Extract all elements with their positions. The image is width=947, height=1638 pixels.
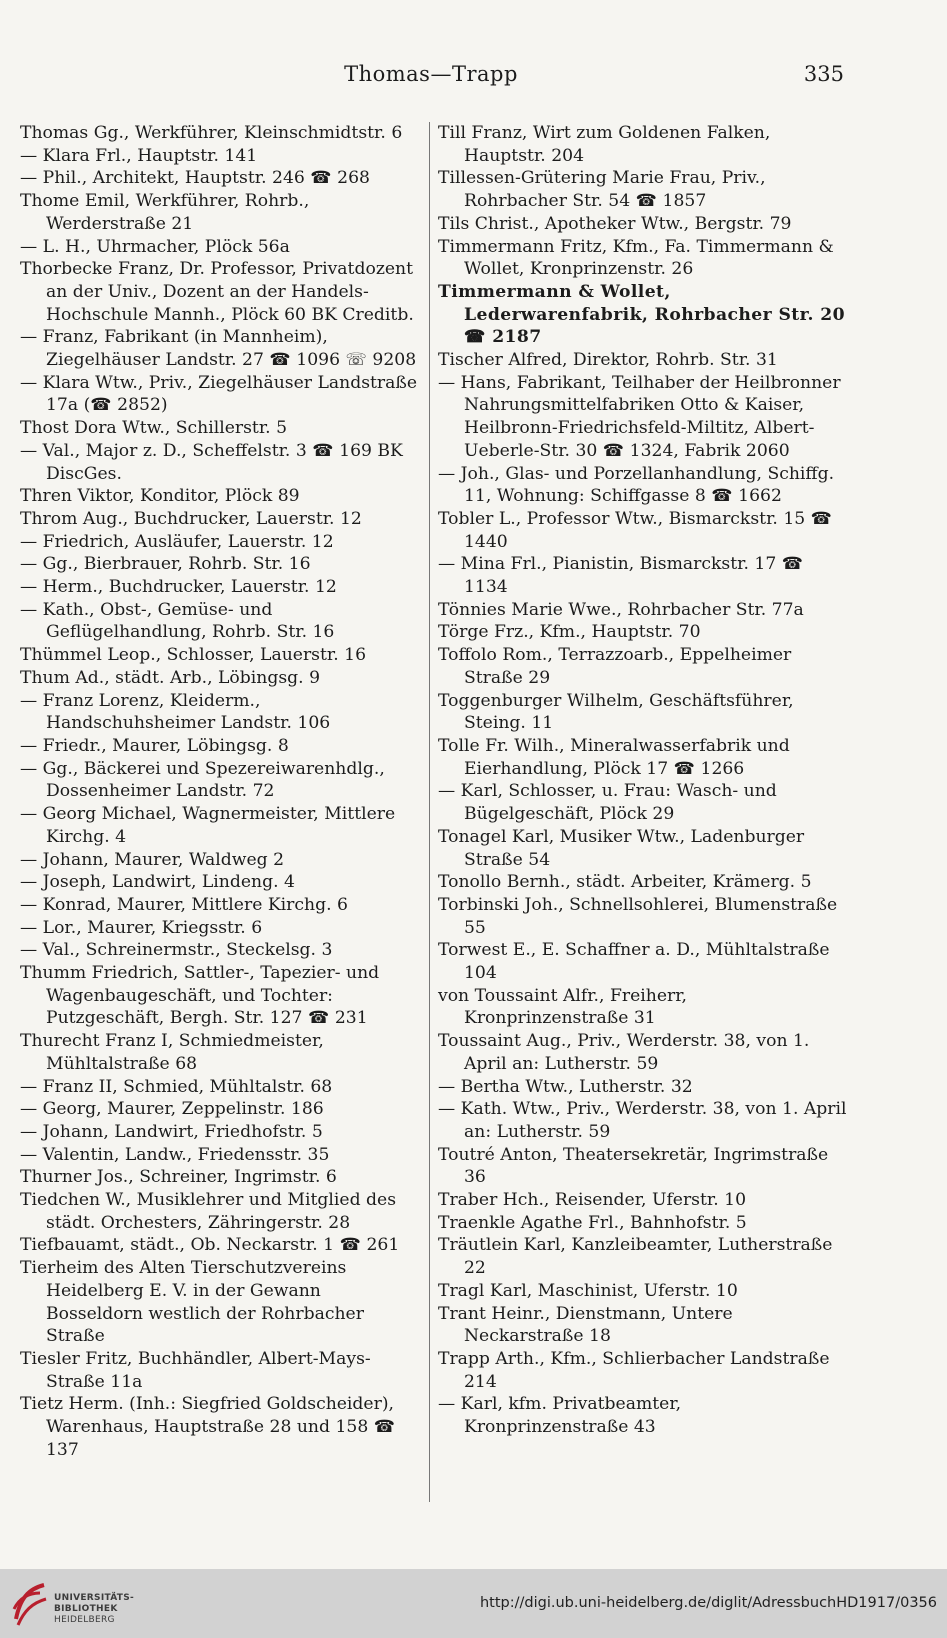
- library-footer-bar: [0, 1569, 947, 1638]
- page-number: 335: [803, 62, 844, 86]
- directory-entry: Tischer Alfred, Direktor, Rohrb. Str. 31: [438, 350, 778, 371]
- directory-entry: Thren Viktor, Konditor, Plöck 89: [20, 486, 300, 507]
- directory-entry: Tiefbauamt, städt., Ob. Neckarstr. 1 ☎ 261: [20, 1235, 400, 1256]
- logo-line: BIBLIOTHEK: [54, 1604, 118, 1614]
- university-library-logo: [10, 1579, 135, 1629]
- directory-entry: Thome Emil, Werkführer, Rohrb., Werderstraße 21: [20, 191, 310, 234]
- directory-entry: — Bertha Wtw., Lutherstr. 32: [438, 1076, 693, 1097]
- directory-entry: Trapp Arth., Kfm., Schlierbacher Landstraße 214: [438, 1348, 830, 1392]
- directory-entry: — Herm., Buchdrucker, Lauerstr. 12: [20, 577, 337, 598]
- directory-entry: — Johann, Maurer, Waldweg 2: [20, 849, 285, 870]
- directory-entry: Thurner Jos., Schreiner, Ingrimstr. 6: [20, 1167, 337, 1188]
- directory-entry: von Toussaint Alfr., Freiherr, Kronprinzenstraße 31: [438, 985, 688, 1029]
- directory-entry: Tillessen-Grütering Marie Frau, Priv., Rohrbacher Str. 54 ☎ 1857: [438, 168, 766, 212]
- directory-entry: Tils Christ., Apotheker Wtw., Bergstr. 79: [438, 213, 792, 234]
- directory-entry: — Gg., Bierbrauer, Rohrb. Str. 16: [20, 554, 311, 575]
- directory-entry: — Kath. Wtw., Priv., Werderstr. 38, von 1. April an: Lutherstr. 59: [438, 1099, 847, 1142]
- directory-entry: Toussaint Aug., Priv., Werderstr. 38, von 1. April an: Lutherstr. 59: [438, 1031, 810, 1074]
- directory-entry: Torbinski Joh., Schnellsohlerei, Blumenstraße 55: [438, 894, 838, 938]
- column-divider: [429, 122, 430, 1502]
- directory-entry: — Georg, Maurer, Zeppelinstr. 186: [20, 1099, 324, 1120]
- directory-entry: Tragl Karl, Maschinist, Uferstr. 10: [438, 1280, 738, 1301]
- directory-entry: — Hans, Fabrikant, Teilhaber der Heilbronner Nahrungsmittelfabriken Otto & Kaiser, Heilbronn-Friedrichsfeld-Miltitz, Albert-Ueberle-Str. 30 ☎ 1324, Fabrik 2060: [438, 372, 841, 461]
- directory-entry: Torwest E., E. Schaffner a. D., Mühltalstraße 104: [438, 940, 830, 984]
- directory-entry: — Klara Frl., Hauptstr. 141: [20, 145, 258, 166]
- directory-entry: Till Franz, Wirt zum Goldenen Falken, Hauptstr. 204: [438, 123, 771, 166]
- directory-entry: Tolle Fr. Wilh., Mineralwasserfabrik und Eierhandlung, Plöck 17 ☎ 1266: [438, 735, 790, 779]
- directory-entry: Tierheim des Alten Tierschutzvereins Heidelberg E. V. in der Gewann Bosseldorn westlich der Rohrbacher Straße: [20, 1258, 364, 1347]
- directory-entry: Tietz Herm. (Inh.: Siegfried Goldscheider), Warenhaus, Hauptstraße 28 und 158 ☎ 137: [20, 1394, 396, 1460]
- directory-entry: Thum Ad., städt. Arb., Löbingsg. 9: [20, 667, 321, 688]
- directory-entry: — Mina Frl., Pianistin, Bismarckstr. 17 ☎ 1134: [438, 554, 804, 598]
- directory-entry: — L. H., Uhrmacher, Plöck 56a: [20, 236, 290, 257]
- directory-entry: Traenkle Agathe Frl., Bahnhofstr. 5: [438, 1212, 747, 1233]
- logo-line: UNIVERSITÄTS-: [54, 1593, 135, 1603]
- directory-entry: Tiesler Fritz, Buchhändler, Albert-Mays-Straße 11a: [20, 1348, 371, 1392]
- directory-entry: — Karl, Schlosser, u. Frau: Wasch- und Bügelgeschäft, Plöck 29: [438, 781, 777, 825]
- directory-entry: — Val., Major z. D., Scheffelstr. 3 ☎ 169 BK DiscGes.: [20, 440, 403, 484]
- directory-entry: Thurecht Franz I, Schmiedmeister, Mühltalstraße 68: [20, 1031, 324, 1074]
- directory-entry: Träutlein Karl, Kanzleibeamter, Lutherstraße 22: [438, 1235, 833, 1279]
- directory-entry: Tonagel Karl, Musiker Wtw., Ladenburger Straße 54: [438, 826, 805, 870]
- directory-entry: — Karl, kfm. Privatbeamter, Kronprinzenstraße 43: [438, 1394, 682, 1438]
- directory-entry: — Joh., Glas- und Porzellanhandlung, Schiffg. 11, Wohnung: Schiffgasse 8 ☎ 1662: [438, 463, 835, 507]
- directory-entry: Tonollo Bernh., städt. Arbeiter, Krämerg. 5: [438, 872, 812, 893]
- directory-entry: — Johann, Landwirt, Friedhofstr. 5: [20, 1121, 323, 1142]
- directory-entry: Trant Heinr., Dienstmann, Untere Neckarstraße 18: [438, 1303, 733, 1347]
- directory-entry: Throm Aug., Buchdrucker, Lauerstr. 12: [20, 508, 362, 529]
- logo-line: HEIDELBERG: [54, 1615, 115, 1625]
- directory-entry: Thomas Gg., Werkführer, Kleinschmidtstr. 6: [20, 123, 403, 143]
- directory-entry: Toffolo Rom., Terrazzoarb., Eppelheimer Straße 29: [438, 645, 792, 688]
- directory-entry: — Franz Lorenz, Kleiderm., Handschuhsheimer Landstr. 106: [20, 690, 331, 734]
- directory-entry: — Konrad, Maurer, Mittlere Kirchg. 6: [20, 894, 348, 915]
- directory-entry: — Franz, Fabrikant (in Mannheim), Ziegelhäuser Landstr. 27 ☎ 1096 ☏ 9208: [20, 327, 417, 371]
- directory-entry: Toggenburger Wilhelm, Geschäftsführer, Steing. 11: [438, 690, 794, 734]
- directory-entry: Toutré Anton, Theatersekretär, Ingrimstraße 36: [438, 1144, 829, 1188]
- directory-entry: — Kath., Obst-, Gemüse- und Geflügelhandlung, Rohrb. Str. 16: [20, 599, 335, 643]
- directory-entry: — Georg Michael, Wagnermeister, Mittlere Kirchg. 4: [20, 804, 396, 847]
- directory-entry: — Lor., Maurer, Kriegsstr. 6: [20, 917, 263, 938]
- directory-entry: Thost Dora Wtw., Schillerstr. 5: [20, 418, 288, 439]
- directory-entry: — Joseph, Landwirt, Lindeng. 4: [20, 872, 295, 893]
- directory-entry: — Val., Schreinermstr., Steckelsg. 3: [20, 940, 333, 961]
- directory-entry: Thumm Friedrich, Sattler-, Tapezier- und Wagenbaugeschäft, und Tochter: Putzgeschäft, Bergh. Str. 127 ☎ 231: [20, 963, 380, 1029]
- directory-entry: — Friedr., Maurer, Löbingsg. 8: [20, 735, 289, 756]
- source-url[interactable]: http://digi.ub.uni-heidelberg.de/diglit/AdressbuchHD1917/0356: [479, 1595, 937, 1611]
- directory-entry: — Friedrich, Ausläufer, Lauerstr. 12: [20, 531, 334, 552]
- directory-entry: Törge Frz., Kfm., Hauptstr. 70: [438, 622, 701, 643]
- directory-entry: Timmermann Fritz, Kfm., Fa. Timmermann & Wollet, Kronprinzenstr. 26: [438, 236, 834, 280]
- directory-entry: Tiedchen W., Musiklehrer und Mitglied des städt. Orchesters, Zähringerstr. 28: [20, 1190, 397, 1233]
- directory-entry: Traber Hch., Reisender, Uferstr. 10: [438, 1190, 747, 1211]
- left-column: [20, 122, 420, 1461]
- directory-entry: — Klara Wtw., Priv., Ziegelhäuser Landstraße 17a (☎ 2852): [20, 372, 418, 416]
- running-title: Thomas—Trapp: [344, 62, 518, 86]
- directory-entry: Thümmel Leop., Schlosser, Lauerstr. 16: [20, 645, 367, 666]
- right-column: [438, 122, 848, 1439]
- directory-entry: Tobler L., Professor Wtw., Bismarckstr. 15 ☎ 1440: [438, 508, 833, 552]
- directory-entry: Thorbecke Franz, Dr. Professor, Privatdozent an der Univ., Dozent an der Handels-Hochschule Mannh., Plöck 60 BK Creditb.: [20, 259, 414, 325]
- directory-entry-highlighted: Timmermann & Wollet, Lederwarenfabrik, Rohrbacher Str. 20 ☎ 2187: [438, 281, 845, 348]
- directory-entry: Tönnies Marie Wwe., Rohrbacher Str. 77a: [438, 599, 804, 620]
- page-header: [18, 62, 844, 94]
- directory-entry: — Franz II, Schmied, Mühltalstr. 68: [20, 1076, 333, 1097]
- directory-entry: — Valentin, Landw., Friedensstr. 35: [20, 1144, 330, 1165]
- directory-entry: — Gg., Bäckerei und Spezereiwarenhdlg., Dossenheimer Landstr. 72: [20, 758, 385, 802]
- library-seal-icon: [10, 1579, 50, 1629]
- directory-entry: — Phil., Architekt, Hauptstr. 246 ☎ 268: [20, 168, 370, 189]
